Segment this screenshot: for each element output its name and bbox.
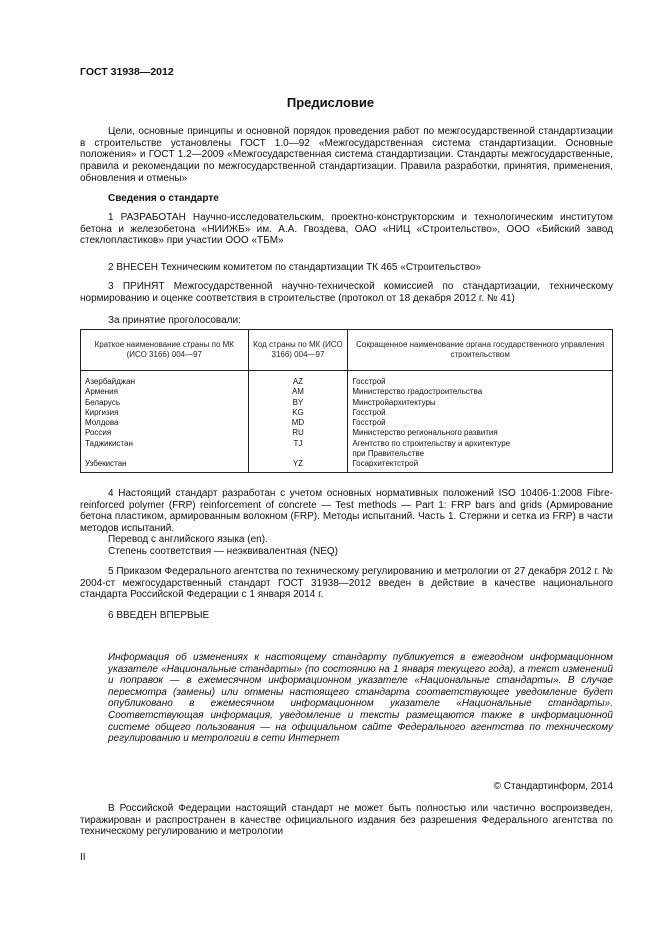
column-header-code: Код страны по МК (ИСО 3166) 004—97	[248, 330, 348, 371]
item-4-basis: 4 Настоящий стандарт разработан с учетом основных нормативных положений ISO 10406-1:2008 Fibre-reinforced polymer (FRP) reinforcement of concrete — Test methods — Part 1: FRP bars and grids (Армирование бетона пластиком, армированным волокном (FRP). Методы испытаний. Часть 1. Стержни и сетка из FRP) в части методов испытаний.	[80, 488, 613, 535]
country-name: Киргизия	[85, 407, 119, 417]
country-code: AZ	[292, 377, 304, 386]
voted-label: За принятие проголосовали:	[108, 315, 241, 326]
agency-name: Госстрой	[352, 377, 386, 386]
country-code: TJ	[293, 438, 303, 448]
copyright: © Стандартинформ, 2014	[493, 781, 613, 792]
item-3-adopted: 3 ПРИНЯТ Межгосударственной научно-технической комиссией по стандартизации, техническому нормированию и оценке соответствия в строительстве (протокол от 18 декабря 2012 г. № 41)	[80, 281, 613, 304]
country-code: RU	[292, 428, 304, 438]
item-4-translation: Перевод с английского языка (en).	[108, 534, 268, 545]
country-column	[81, 371, 249, 473]
standard-info-heading: Сведения о стандарте	[108, 193, 219, 204]
changes-info-notice: Информация об изменениях к настоящему стандарту публикуется в ежегодном информационном указателе «Национальные стандарты» (по состоянию на 1 января текущего года), а текст изменений и поправок — в ежемесячном информационном указателе «Национальные стандарты». В случае пересмотра (замены) или отмены настоящего стандарта соответствующее уведомление будет опубликовано в ежемесячном информационном указателе «Национальные стандарты». Соответствующая информация, уведомление и тексты размещаются также в информационной системе общего пользования — на официальном сайте Федерального агентства по техническому регулированию и метрологии в сети Интернет	[108, 652, 613, 745]
agency-name: Госстрой	[352, 418, 386, 428]
country-name	[85, 449, 244, 459]
item-4-degree: Степень соответствия — неэквивалентная (NEQ)	[108, 546, 339, 557]
country-code: AM	[291, 387, 304, 397]
column-header-country: Краткое наименование страны по МК (ИСО 3166) 004—97	[81, 330, 249, 371]
agency-name: Агентство по строительству и архитектуре	[352, 438, 511, 448]
item-2-submitted: 2 ВНЕСЕН Техническим комитетом по стандартизации ТК 465 «Строительство»	[108, 262, 481, 273]
country-code: YZ	[292, 459, 304, 469]
agency-name: Министерство градостроительства	[352, 387, 483, 397]
agency-name: Госархитектстрой	[352, 459, 419, 469]
item-5-order: 5 Приказом Федерального агентства по техническому регулированию и метрологии от 27 декабря 2012 г. № 2004-ст межгосударственный стандарт ГОСТ 31938—2012 введен в действие в качестве национального стандарта Российской Федерации с 1 января 2014 г.	[80, 566, 613, 601]
agency-name: Министерство регионального развития	[352, 428, 498, 438]
agency-column	[348, 371, 613, 473]
country-code: KG	[292, 407, 304, 417]
country-code: BY	[292, 397, 304, 407]
country-name: Молдова	[85, 418, 119, 428]
country-name: Таджикистан	[85, 438, 133, 448]
section-title: Предисловие	[286, 95, 375, 110]
reproduction-notice: В Российской Федерации настоящий стандарт не может быть полностью или частично воспроизведен, тиражирован и распространен в качестве официального издания без разрешения Федерального агентства по техническому регулированию и метрологии	[80, 803, 613, 838]
code-column	[248, 371, 348, 473]
country-name: Узбекистан	[85, 459, 127, 469]
document-header: ГОСТ 31938—2012	[80, 66, 174, 78]
intro-paragraph: Цели, основные принципы и основной порядок проведения работ по межгосударственной стандартизации в строительстве установлены ГОСТ 1.0—92 «Межгосударственная система стандартизации. Основные положения» и ГОСТ 1.2—2009 «Межгосударственная система стандартизации. Стандарты межгосударственные, правила и рекомендации по межгосударственной стандартизации. Правила разработки, принятия, применения, обновления и отмены»	[80, 126, 613, 184]
country-code	[253, 449, 344, 459]
country-name: Россия	[85, 428, 112, 438]
country-code: MD	[291, 418, 305, 428]
voting-countries-table	[80, 329, 613, 473]
item-6-first-introduced: 6 ВВЕДЕН ВПЕРВЫЕ	[108, 610, 210, 621]
page-number: II	[80, 852, 86, 863]
agency-name: при Правительстве	[352, 449, 425, 459]
country-name: Азербайджан	[85, 377, 136, 386]
column-header-agency: Сокращенное наименование органа государственного управления строительством	[348, 330, 613, 371]
item-1-developed: 1 РАЗРАБОТАН Научно-исследовательским, проектно-конструкторским и технологическим институтом бетона и железобетона «НИИЖБ» им. А.А. Гвоздева, ОАО «НИЦ «Строительство», ООО «Бийский завод стеклопластиков» при участии ООО «ТБМ»	[80, 212, 613, 247]
agency-name: Госстрой	[352, 407, 386, 417]
agency-name: Минстройархитектуры	[352, 397, 436, 407]
country-name: Армения	[85, 387, 118, 397]
country-name: Беларусь	[85, 397, 120, 407]
